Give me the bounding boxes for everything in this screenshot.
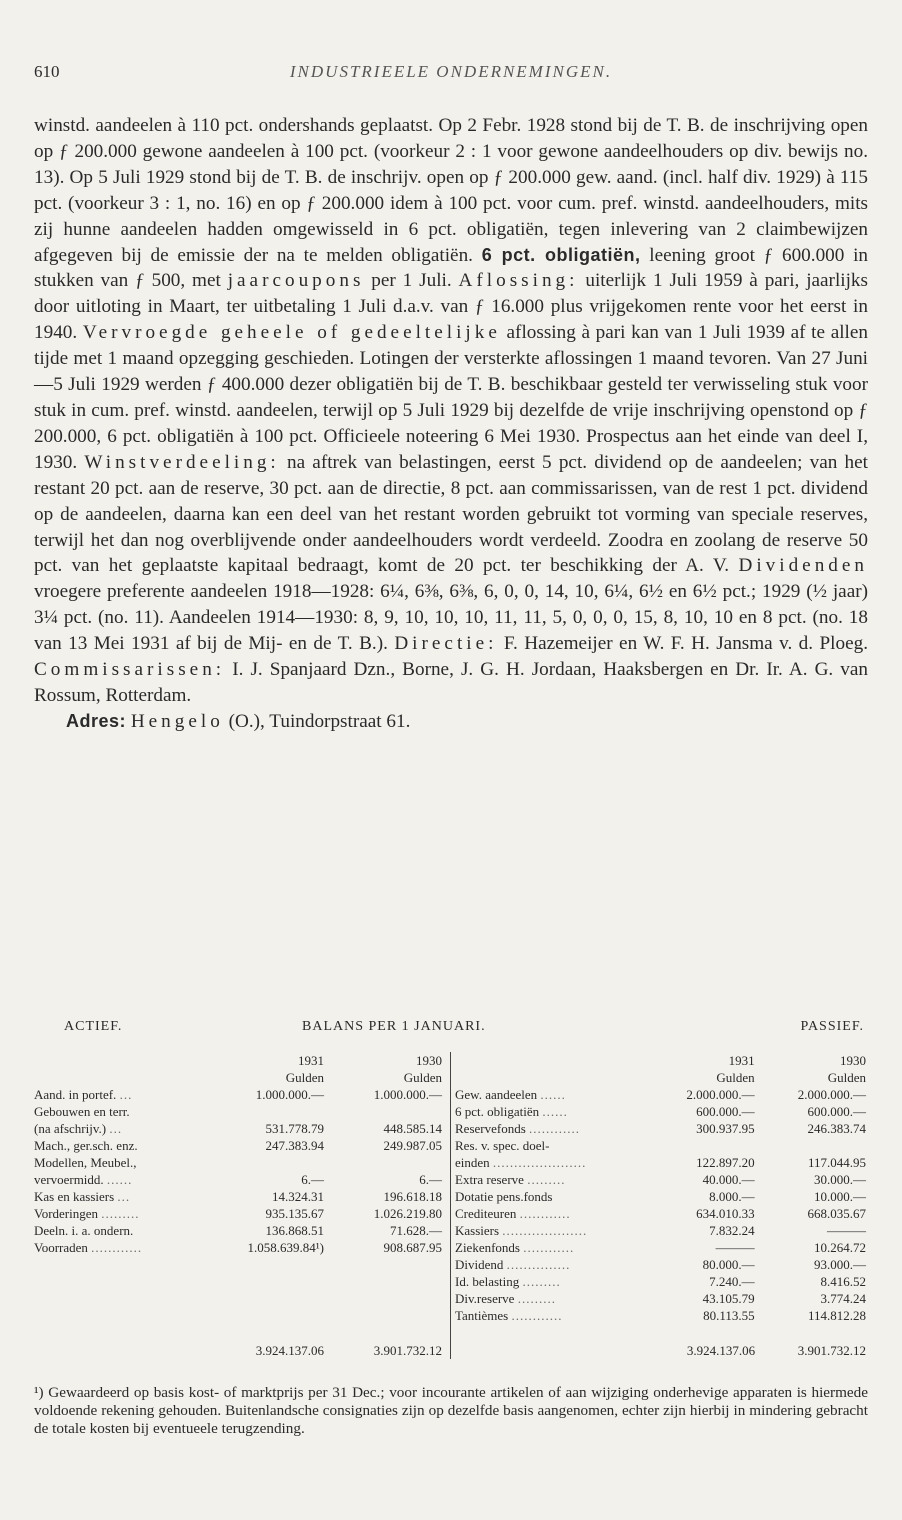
body-text — [34, 113, 868, 735]
passief-row — [451, 1290, 867, 1307]
value-1931: 122.897.20 — [696, 1155, 755, 1170]
passief-row — [451, 1171, 867, 1188]
year-1931: 1931 — [728, 1053, 755, 1068]
value-1931: 14.324.31 — [272, 1189, 324, 1204]
value-1930 — [324, 1154, 442, 1171]
passief-row — [451, 1137, 867, 1154]
year-1930: 1930 — [416, 1053, 442, 1068]
address-label: Adres: — [66, 710, 127, 731]
value-1931: ——— — [715, 1240, 755, 1255]
actief-row — [34, 1222, 442, 1239]
passief-row — [451, 1239, 867, 1256]
value-1931: 634.010.33 — [696, 1206, 755, 1221]
text-segment: leening groot ƒ 600.000 in stukken van ƒ 500, met — [34, 244, 868, 292]
passief-row — [451, 1086, 867, 1103]
row-label: einden ...................... — [455, 1155, 587, 1170]
row-label: Dotatie pens.fonds — [455, 1189, 553, 1204]
value-1930: 668.035.67 — [807, 1206, 866, 1221]
text-segment: uiterlijk 1 Juli 1959 à pari, jaarlijks door uitloting in Maart, ter uitbetaling 1 Juli d.a.v. van ƒ 16.000 plus vrijgekomen rente voor het eerst in 1940. — [34, 270, 868, 344]
value-1931: 7.832.24 — [709, 1223, 755, 1238]
value-1930 — [324, 1103, 442, 1120]
value-1930: 114.812.28 — [807, 1308, 866, 1323]
total-row — [34, 1324, 442, 1359]
value-1930: 6.— — [419, 1172, 442, 1187]
row-label: Dividend ............... — [455, 1257, 571, 1272]
value-1930: 1.026.219.80 — [373, 1206, 442, 1221]
value-1930 — [755, 1137, 866, 1154]
page-header — [34, 62, 868, 86]
value-1930: 249.987.05 — [383, 1138, 442, 1153]
value-1930: 448.585.14 — [383, 1121, 442, 1136]
year-row — [34, 1052, 442, 1069]
value-1930: ——— — [827, 1223, 866, 1238]
value-1930: 1.000.000.— — [373, 1087, 442, 1102]
row-label: Mach., ger.sch. enz. — [34, 1138, 138, 1153]
year-1930: 1930 — [840, 1053, 866, 1068]
unit-row — [34, 1069, 442, 1086]
passief-row — [451, 1188, 867, 1205]
spaced-term: Vervroegde geheele of gedeeltelijke — [82, 322, 501, 344]
actief-row — [34, 1239, 442, 1256]
row-label: 6 pct. obligatiën ...... — [455, 1104, 568, 1119]
actief-row — [34, 1171, 442, 1188]
actief-row — [34, 1154, 442, 1171]
row-label: Tantièmes ............ — [455, 1308, 563, 1323]
passief-row — [451, 1154, 867, 1171]
year-1931: 1931 — [298, 1053, 324, 1068]
spaced-term: Dividenden — [738, 555, 868, 577]
spaced-term: Aflossing: — [458, 270, 579, 292]
spaced-term: Winstverdeeling: — [84, 451, 280, 473]
value-1931: 531.778.79 — [265, 1121, 324, 1136]
value-1931: 247.383.94 — [265, 1138, 324, 1153]
actief-table — [34, 1052, 442, 1359]
value-1930: 600.000.— — [807, 1104, 866, 1119]
total-row — [451, 1324, 867, 1359]
row-label: Modellen, Meubel., — [34, 1155, 137, 1170]
unit-label: Gulden — [716, 1070, 755, 1085]
unit-label: Gulden — [827, 1070, 866, 1085]
value-1930: 10.264.72 — [814, 1240, 866, 1255]
row-label: Kas en kassiers ... — [34, 1189, 131, 1204]
page-number: 610 — [34, 62, 60, 81]
value-1930: 908.687.95 — [383, 1240, 442, 1255]
text-segment: F. Hazemeijer en W. F. H. Jansma v. d. Ploeg. — [497, 633, 868, 655]
total-1931: 3.924.137.06 — [686, 1343, 756, 1358]
spaced-term: jaarcoupons — [227, 270, 365, 292]
value-1930: 10.000.— — [814, 1189, 866, 1204]
row-label: Div.reserve ......... — [455, 1291, 556, 1306]
text-segment: per 1 Juli. — [364, 270, 459, 292]
value-1930: 246.383.74 — [807, 1121, 866, 1136]
value-1931 — [219, 1103, 324, 1120]
value-1931: 40.000.— — [702, 1172, 755, 1187]
row-label: Crediteuren ............ — [455, 1206, 571, 1221]
value-1931: 2.000.000.— — [686, 1087, 755, 1102]
row-label: Gew. aandeelen ...... — [455, 1087, 566, 1102]
value-1931 — [650, 1137, 755, 1154]
value-1930: 117.044.95 — [807, 1155, 866, 1170]
passief-row — [451, 1120, 867, 1137]
text-segment: na aftrek van belastingen, eerst 5 pct. dividend op de aandeelen; van het restant 20 pct. aan de reserve, 30 pct. aan de directie, 8 pct. aan commissarissen, van de rest 1 pct. dividend op de aandeelen, daarna kan een deel van het restant worden gebruikt tot vorming van speciale reserves, terwijl het dan nog overblijvende onder aandeelhouders wordt verdeeld. Zoodra en zoolang de reserve 50 pct. van het geplaatste kapitaal bedraagt, komt de 20 pct. ter beschikking der A. V. — [34, 451, 868, 577]
value-1931 — [219, 1154, 324, 1171]
value-1930: 3.774.24 — [820, 1291, 866, 1306]
company-paragraph — [34, 113, 868, 709]
value-1930: 196.618.18 — [383, 1189, 442, 1204]
value-1931: 1.058.639.84¹) — [247, 1240, 324, 1255]
row-label: Deeln. i. a. ondern. — [34, 1223, 134, 1238]
actief-row — [34, 1086, 442, 1103]
row-label: vervoermidd. ...... — [34, 1172, 133, 1187]
text-segment: I. J. Spanjaard Dzn., Borne, J. G. H. Jordaan, Haaksbergen en Dr. Ir. A. G. van Rossum, Rotterdam. — [34, 659, 868, 706]
value-1931: 7.240.— — [709, 1274, 755, 1289]
total-1930: 3.901.732.12 — [373, 1343, 442, 1358]
unit-label: Gulden — [285, 1070, 324, 1085]
address-line — [34, 709, 868, 735]
value-1930: 71.628.— — [390, 1223, 442, 1238]
passief-row — [451, 1205, 867, 1222]
actief-row — [34, 1137, 442, 1154]
footnote-text: ¹) Gewaardeerd op basis kost- of marktprijs per 31 Dec.; voor incourante artikelen of aan wijziging onderhevige apparaten is hiermede voldoende rekening gehouden. Buitenlandsche consignaties zijn op dezelfde basis aangenomen, echter zijn hierbij in mindering gebracht de totale kosten bij eventueele terugzending. — [34, 1384, 868, 1437]
value-1931: 300.937.95 — [696, 1121, 755, 1136]
value-1931: 80.000.— — [702, 1257, 755, 1272]
passief-row — [451, 1273, 867, 1290]
value-1931: 8.000.— — [709, 1189, 755, 1204]
address-city: Hengelo — [130, 710, 224, 732]
row-label: Reservefonds ............ — [455, 1121, 581, 1136]
passief-row — [451, 1307, 867, 1324]
row-label: Kassiers .................... — [455, 1223, 588, 1238]
total-1931: 3.924.137.06 — [255, 1343, 324, 1358]
row-label: Voorraden ............ — [34, 1240, 143, 1255]
address-rest: (O.), Tuindorpstraat 61. — [223, 710, 411, 732]
passief-row — [451, 1103, 867, 1120]
value-1931: 6.— — [301, 1172, 324, 1187]
row-label: Gebouwen en terr. — [34, 1104, 130, 1119]
value-1931: 136.868.51 — [265, 1223, 324, 1238]
bond-heading: 6 pct. obligatiën, — [481, 244, 641, 265]
value-1931: 1.000.000.— — [255, 1087, 324, 1102]
actief-row — [34, 1120, 442, 1137]
value-1931: 80.113.55 — [703, 1308, 755, 1323]
balance-title: BALANS PER 1 JANUARI. — [302, 1019, 486, 1034]
actief-row — [34, 1188, 442, 1205]
balance-heading — [34, 1019, 868, 1039]
row-label: Ziekenfonds ............ — [455, 1240, 575, 1255]
row-label: Id. belasting ......... — [455, 1274, 561, 1289]
passief-title: PASSIEF. — [800, 1019, 864, 1034]
passief-table — [450, 1052, 866, 1359]
total-1930: 3.901.732.12 — [797, 1343, 866, 1358]
passief-row — [451, 1256, 867, 1273]
row-label: (na afschrijv.) ... — [34, 1121, 123, 1136]
row-label: Extra reserve ......... — [455, 1172, 566, 1187]
text-segment: winstd. aandeelen à 110 pct. ondershands geplaatst. Op 2 Febr. 1928 stond bij de T. B. de inschrijving open op ƒ 200.000 gewone aandeelen à 100 pct. (voorkeur 2 : 1 voor gewone aandeelhouders op div. bewijs no. 13). Op 5 Juli 1929 stond bij de T. B. de inschrijv. open op ƒ 200.000 gew. aand. (incl. half div. 1929) à 115 pct. (voorkeur 3 : 1, no. 16) en op ƒ 200.000 idem à 100 pct. voor cum. pref. winstd. aandeelhouders, mits zij hunne aandeelen hadden omgewisseld in 6 pct. obligatiën, tegen inlevering van 2 claimbewijzen afgegeven bij de emissie der na te melden obligatiën. — [34, 115, 868, 266]
text-segment: aflossing à pari kan van 1 Juli 1939 af te allen tijde met 1 maand opzegging geschieden. Lotingen der versterkte aflossingen 1 maand tevoren. Van 27 Juni—5 Juli 1929 werden ƒ 400.000 dezer obligatiën bij de T. B. beschikbaar gesteld ter verwisseling stuk voor stuk in cum. pref. winstd. aandeelen, terwijl op 5 Juli 1929 bij dezelfde de vrije inschrijving openstond op ƒ 200.000, 6 pct. obligatiën à 100 pct. Officieele noteering 6 Mei 1930. Prospectus aan het einde van deel I, 1930. — [34, 322, 868, 473]
text-segment: vroegere preferente aandeelen 1918—1928: 6¼, 6⅜, 6⅜, 6, 0, 0, 14, 10, 6¼, 6½ en 6½ pct.; 1929 (½ jaar) 3¼ pct. (no. 11). Aandeelen 1914—1930: 8, 9, 10, 10, 10, 11, 11, 5, 0, 0, 0, 15, 8, 10, 10 en 8 pct. (no. 18 van 13 Mei 1931 af bij de Mij- en de T. B.). — [34, 581, 868, 655]
spaced-term: Commissarissen: — [34, 659, 226, 681]
value-1930: 8.416.52 — [820, 1274, 866, 1289]
actief-row — [34, 1205, 442, 1222]
year-row — [451, 1052, 867, 1069]
value-1931: 43.105.79 — [702, 1291, 755, 1306]
row-label: Aand. in portef. ... — [34, 1087, 133, 1102]
value-1930: 93.000.— — [814, 1257, 866, 1272]
passief-row — [451, 1222, 867, 1239]
value-1931: 600.000.— — [696, 1104, 755, 1119]
value-1931: 935.135.67 — [265, 1206, 324, 1221]
actief-row — [34, 1103, 442, 1120]
running-title: INDUSTRIEELE ONDERNEMINGEN. — [289, 62, 613, 81]
unit-row — [451, 1069, 867, 1086]
footnote — [34, 1384, 868, 1438]
actief-title: ACTIEF. — [64, 1019, 123, 1034]
value-1930: 30.000.— — [814, 1172, 866, 1187]
unit-label: Gulden — [403, 1070, 442, 1085]
spaced-term: Directie: — [394, 633, 498, 655]
value-1930: 2.000.000.— — [797, 1087, 866, 1102]
row-label: Res. v. spec. doel- — [455, 1138, 550, 1153]
row-label: Vorderingen ......... — [34, 1206, 140, 1221]
